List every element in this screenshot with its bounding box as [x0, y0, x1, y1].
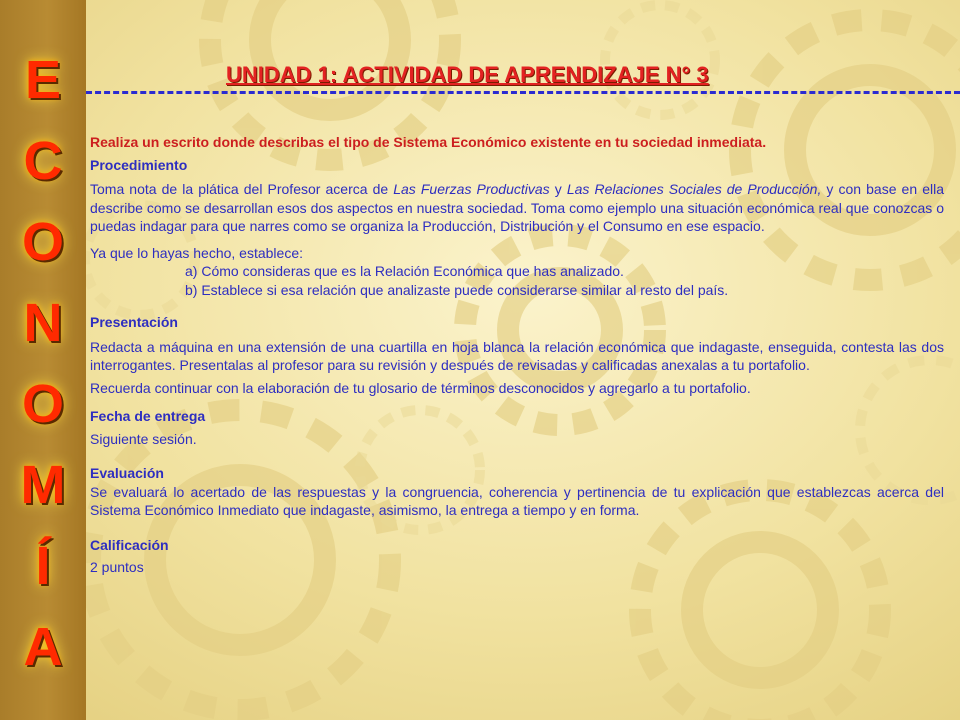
procedimiento-emphasis: Las Fuerzas Productivas [393, 181, 550, 197]
sidebar-letter: E [24, 50, 62, 110]
procedimiento-text: y [549, 181, 567, 197]
sidebar-letter: M [20, 455, 66, 515]
presentacion-paragraph: Redacta a máquina en una extensión de una cuartilla en hoja blanca la relación económica que indagaste, enseguida, contesta las dos interrogantes. Presentalas al profesor para su revisión y después de revisadas y calificadas anexalas a tu portafolio. [90, 338, 944, 373]
procedimiento-heading: Procedimiento [90, 156, 188, 173]
procedimiento-paragraph [90, 180, 944, 236]
sidebar-letter: Í [35, 536, 51, 596]
sidebar-letter: O [21, 374, 64, 434]
list-item: a) Cómo consideras que es la Relación Económica que has analizado. [185, 263, 624, 279]
fecha-heading: Fecha de entrega [90, 408, 206, 424]
calificacion-text: 2 puntos [90, 559, 144, 575]
evaluacion-heading: Evaluación [90, 465, 164, 481]
sidebar-letter: O [21, 212, 64, 272]
procedimiento-text: y con base en ella describe como se desarrollan esos dos aspectos en nuestra sociedad. Toma como ejemplo una situación económica real que conozcas o puedas indagar para que narres como se organiza la Producción, Distribución y el Consumo en ese espacio. [90, 181, 944, 234]
sidebar-letter: A [23, 617, 63, 677]
calificacion-heading: Calificación [90, 536, 169, 553]
sidebar-letter: C [23, 131, 63, 191]
title-divider [86, 91, 960, 94]
procedimiento-emphasis: Las Relaciones Sociales de Producción, [566, 181, 822, 197]
fecha-text: Siguiente sesión. [90, 430, 197, 447]
vertical-title-economia [0, 40, 86, 688]
activity-content [90, 133, 944, 577]
procedimiento-text: Toma nota de la plática del Profesor acerca de [90, 181, 394, 197]
page-header [86, 58, 960, 98]
presentacion-reminder: Recuerda continuar con la elaboración de tu glosario de términos desconocidos y agregarlo a tu portafolio. [90, 379, 751, 396]
page-title: UNIDAD 1: ACTIVIDAD DE APRENDIZAJE N° 3 [226, 62, 709, 87]
evaluacion-text: Se evaluará lo acertado de las respuestas y la congruencia, coherencia y pertinencia de tu explicación que establezcas acerca del Sistema Económico Inmediato que indagaste, asimismo, la entrega a tiempo y en forma. [90, 483, 944, 518]
presentacion-heading: Presentación [90, 314, 178, 330]
procedimiento-list-intro: Ya que lo hayas hecho, establece: [90, 244, 304, 261]
activity-lead: Realiza un escrito donde describas el tipo de Sistema Económico existente en tu sociedad inmediata. [90, 134, 767, 150]
list-item: b) Establece si esa relación que analizaste puede considerarse similar al resto del país. [185, 281, 729, 298]
sidebar-letter: N [23, 293, 63, 353]
